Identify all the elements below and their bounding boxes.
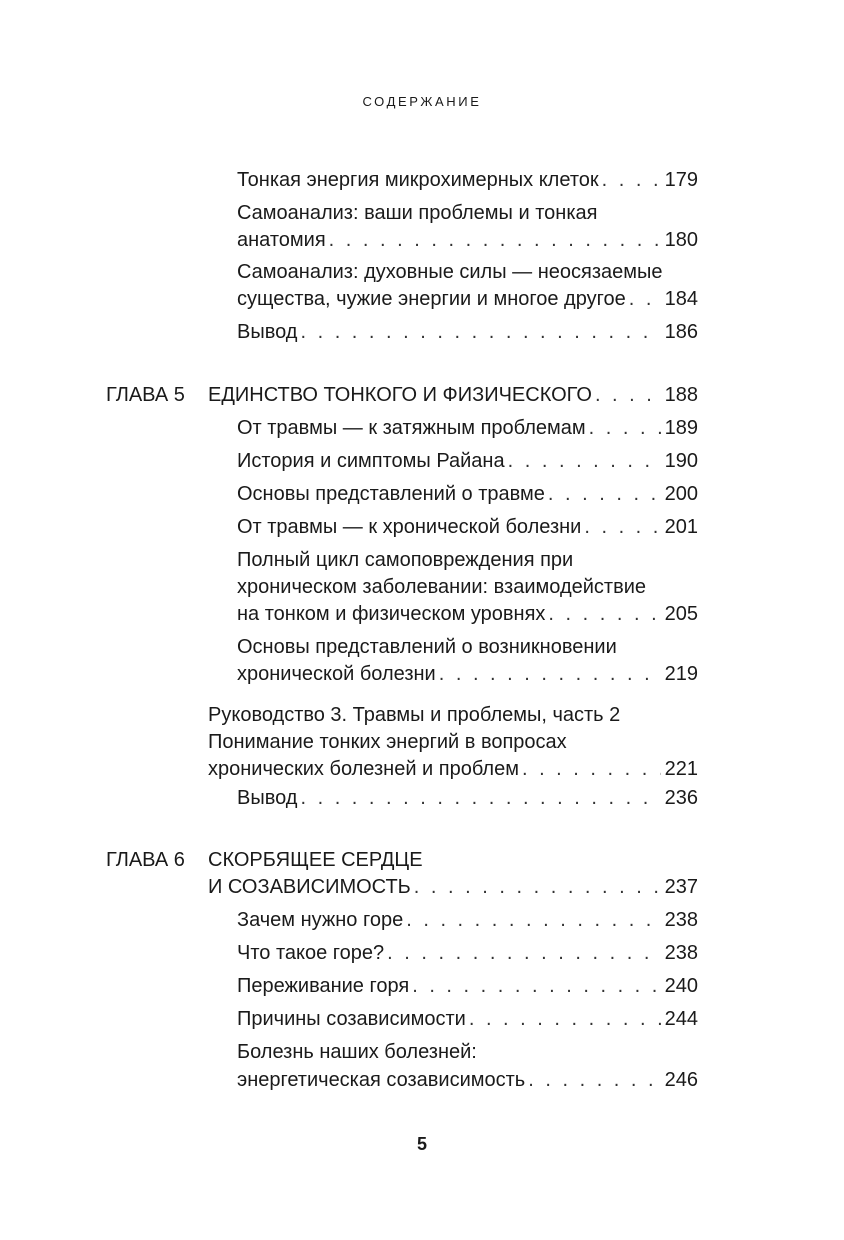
toc-entry: [237, 482, 698, 506]
dot-leader: [584, 515, 660, 539]
toc-entry-page: 186: [664, 321, 698, 343]
dot-leader: [522, 757, 661, 781]
chapter-entry: [208, 383, 698, 407]
toc-entry-page: 189: [664, 417, 698, 439]
toc-entry-title-line: Самоанализ: ваши проблемы и тонкая: [237, 202, 598, 224]
dot-leader: [300, 320, 660, 344]
toc-entry-title: на тонком и физическом уровнях: [237, 603, 546, 625]
toc-entry-title: История и симптомы Райана: [237, 450, 505, 472]
toc-entry-page: 246: [664, 1069, 698, 1091]
toc-entry-page: 244: [664, 1008, 698, 1030]
toc-entry: [237, 287, 698, 311]
toc-entry-page: 221: [664, 758, 698, 780]
toc-entry-title: анатомия: [237, 229, 326, 251]
toc-entry: [237, 786, 698, 810]
toc-entry: [237, 941, 698, 965]
toc-entry-page: 240: [664, 975, 698, 997]
chapter-label: ГЛАВА 6: [106, 849, 185, 871]
toc-entry-page: 236: [664, 787, 698, 809]
dot-leader: [589, 416, 661, 440]
toc-entry: [237, 602, 698, 626]
toc-entry-title-line: хроническом заболевании: взаимодействие: [237, 576, 647, 598]
chapter-title: ЕДИНСТВО ТОНКОГО И ФИЗИЧЕСКОГО: [208, 384, 592, 406]
dot-leader: [414, 875, 661, 899]
dot-leader: [329, 228, 661, 252]
toc-entry-page: 238: [664, 942, 698, 964]
toc-entry: [237, 168, 698, 192]
toc-entry-page: 184: [664, 288, 698, 310]
toc-entry-title-line: Самоанализ: духовные силы — неосязаемые: [237, 261, 663, 283]
chapter-label: ГЛАВА 5: [106, 384, 185, 406]
chapter-entry: [208, 875, 698, 899]
toc-entry-title-line: Основы представлений о возникновении: [237, 636, 617, 658]
toc-entry-page: 179: [664, 169, 698, 191]
toc-entry: [237, 320, 698, 344]
toc-entry: [237, 1068, 698, 1092]
toc-entry-title: Вывод: [237, 321, 298, 343]
toc-entry: [237, 908, 698, 932]
toc-entry-page: 190: [664, 450, 698, 472]
dot-leader: [548, 602, 660, 626]
dot-leader: [508, 449, 661, 473]
toc-entry: [237, 449, 698, 473]
toc-entry-title: Переживание горя: [237, 975, 410, 997]
page-number: 5: [416, 1134, 427, 1154]
toc-entry-page: 205: [664, 603, 698, 625]
toc-entry-title: Вывод: [237, 787, 298, 809]
toc-entry-page: 180: [664, 229, 698, 251]
toc-entry-page: 200: [664, 483, 698, 505]
toc-entry-title: Основы представлений о травме: [237, 483, 545, 505]
toc-entry-page: 201: [664, 516, 698, 538]
toc-entry-title-line: Понимание тонких энергий в вопросах: [208, 731, 567, 753]
toc-entry: [237, 515, 698, 539]
toc-entry: [237, 974, 698, 998]
toc-entry-title: Тонкая энергия микрохимерных клеток: [237, 169, 599, 191]
toc-entry-title: существа, чужие энергии и многое другое: [237, 288, 626, 310]
dot-leader: [439, 662, 661, 686]
dot-leader: [629, 287, 661, 311]
toc-entry-page: 219: [664, 663, 698, 685]
chapter-title: И СОЗАВИСИМОСТЬ: [208, 876, 411, 898]
toc-entry-page: 238: [664, 909, 698, 931]
dot-leader: [469, 1007, 661, 1031]
dot-leader: [406, 908, 660, 932]
toc-entry-page: 237: [664, 876, 698, 898]
toc-entry: [208, 757, 698, 781]
toc-entry-title: От травмы — к затяжным проблемам: [237, 417, 586, 439]
toc-entry-title: хронических болезней и проблем: [208, 758, 519, 780]
dot-leader: [528, 1068, 660, 1092]
toc-entry-title-line: Полный цикл самоповреждения при: [237, 549, 574, 571]
dot-leader: [300, 786, 660, 810]
toc-entry: [237, 228, 698, 252]
toc-entry-title: Причины созависимости: [237, 1008, 466, 1030]
toc-entry-title: хронической болезни: [237, 663, 436, 685]
toc-entry: [237, 662, 698, 686]
chapter-title-line: СКОРБЯЩЕЕ СЕРДЦЕ: [208, 849, 423, 871]
toc-entry: [237, 416, 698, 440]
toc-entry-title: Что такое горе?: [237, 942, 385, 964]
toc-entry: [237, 1007, 698, 1031]
dot-leader: [548, 482, 661, 506]
dot-leader: [412, 974, 660, 998]
dot-leader: [387, 941, 660, 965]
toc-entry-title: Зачем нужно горе: [237, 909, 404, 931]
toc-entry-title: От травмы — к хронической болезни: [237, 516, 582, 538]
toc-entry-title-line: Руководство 3. Травмы и проблемы, часть 2: [208, 704, 621, 726]
toc-entry-title-line: Болезнь наших болезней:: [237, 1041, 477, 1063]
running-head: СОДЕРЖАНИЕ: [362, 94, 482, 109]
dot-leader: [595, 383, 661, 407]
toc-entry-page: 188: [664, 384, 698, 406]
dot-leader: [602, 168, 661, 192]
toc-entry-title: энергетическая созависимость: [237, 1069, 526, 1091]
